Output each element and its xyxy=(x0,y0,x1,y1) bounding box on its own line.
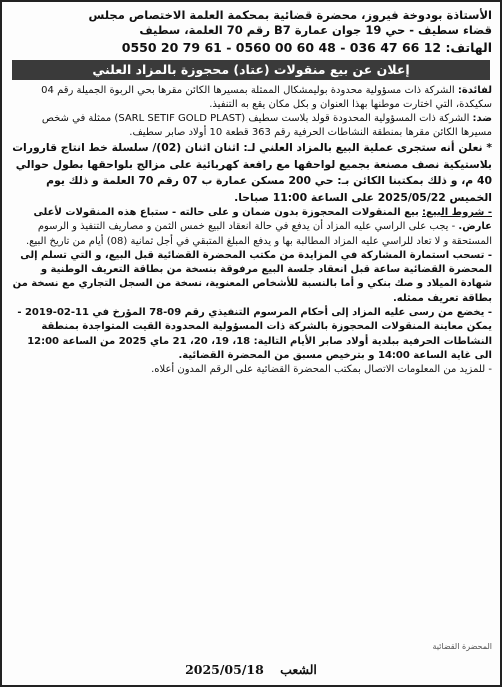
publication-date: 2025/05/18 xyxy=(185,662,264,677)
beneficiary-label: لفائدة: xyxy=(457,85,492,96)
info-paragraph: - للمزيد من المعلومات الاتصال بمكتب المحضرة القضائية على الرقم المدون أعلاه. xyxy=(151,364,492,376)
conditions-paragraph xyxy=(10,206,492,249)
conditions-label: - شروط البيع: xyxy=(422,207,492,218)
header-phone: الهاتف: 12 66 47 036 - 48 60 00 0560 - 61 79 20 0550 xyxy=(121,40,492,55)
conditions-text: - يجب على الراسي عليه المزاد أن يدفع في حالة انعقاد البيع خمس الثمن و مصاريف التنفيذ و الرسوم المستحقة و لا تعاد للراسي عليه المزاد المطالبة بها و يدفع المبلغ المتبقي في أجل ثمانية (08) أيام من تاريخ البيع. xyxy=(26,221,492,247)
against-label: ضد: xyxy=(472,113,492,125)
beneficiary-text: الشركة ذات مسؤولية محدودة بوليمشكال الممثلة بمسيرها الكائن مقرها بحي الربوة الجميلة رقم 04 سكيكدة، التي اختارت موطنها بهذا العنوان و بكل مكان يقع به التنفيذ. xyxy=(41,85,492,111)
header-line-1: الأستاذة بودوخة فيروز، محضرة قضائية بمحكمة العلمة الاختصاص مجلس xyxy=(88,8,492,22)
decree-paragraph: - يخضع من رسى عليه المزاد إلى أحكام المرسوم التنفيذي رقم 09-78 المؤرخ في 11-02-2019 - يمكن معاينة المنقولات المحجوزة بالشركة ذات المسؤولية المحدودة القيت المتواجدة بمنطقة النشاطات الحرفية ببلدية أولاد صابر الأيام التالية: 18، 19، 20، 21 ماي 2025 من الساعة 12:00 الى غاية الساعة 14:00 و بترخيص مسبق من المحضرة القضائية. xyxy=(17,307,492,361)
against-text: الشركة ذات المسؤولية المحدودة قولد بلاست سطيف (SARL SETIF GOLD PLAST) ممثلة في شخص مسيرها الكائن مقرها بمنطقة النشاطات الحرفية رقم 363 قطعة 10 أولاد صابر سطيف. xyxy=(41,113,492,139)
form-paragraph: - تسحب استمارة المشاركة في المزايدة من مكتب المحضرة القضائية قبل البيع، و التي تسلم إلى المحضرة القضائية ساعة قبل انعقاد جلسة البيع مرفوقة بنسخة من بطاقة التعريف الوطنية و شهادة الميلاد و صك بنكي و أما بالنسبة للأشخاص المعنوية، نسخة من السجل التجاري مع نسخة من بطاقة تعريف ممثله. xyxy=(12,249,492,304)
against-paragraph xyxy=(10,112,492,140)
signature-label: المحضرة القضائية xyxy=(432,642,492,651)
footer xyxy=(10,661,492,679)
ad-content xyxy=(10,8,492,659)
sale-notice: * نعلن أنه ستجرى عملية البيع بالمزاد العلني لـ: اثنان اثنان (02)/ سلسلة خط انتاج قارورات بلاستيكية نصف مصنعة بجميع لواحقها مع رافعة كهربائية على مزالج بلواحقها بطول حوالي 40 م، و ذلك بمكتبنا الكائن بـ: حي 200 مسكن عمارة ب 07 رقم 70 العلمة و ذلك يوم الخميس 2025/05/22 على الساعة 11:00 صباحا. xyxy=(12,141,492,204)
conditions-bold: بيع المنقولات المحجوزة بدون ضمان و على حالته - ستباع هذه المنقولات لأعلى عارض. xyxy=(33,207,492,233)
beneficiary-paragraph xyxy=(10,84,492,112)
footer-source xyxy=(10,661,492,679)
newspaper-name: الشعب xyxy=(280,662,317,677)
header-line-2: قضاء سطيف - حي 19 جوان عمارة B7 رقم 70 العلمة، سطيف xyxy=(139,23,492,37)
ad-title-banner: إعلان عن بيع منقولات (عتاد) محجوزة بالمزاد العلني xyxy=(12,60,490,80)
